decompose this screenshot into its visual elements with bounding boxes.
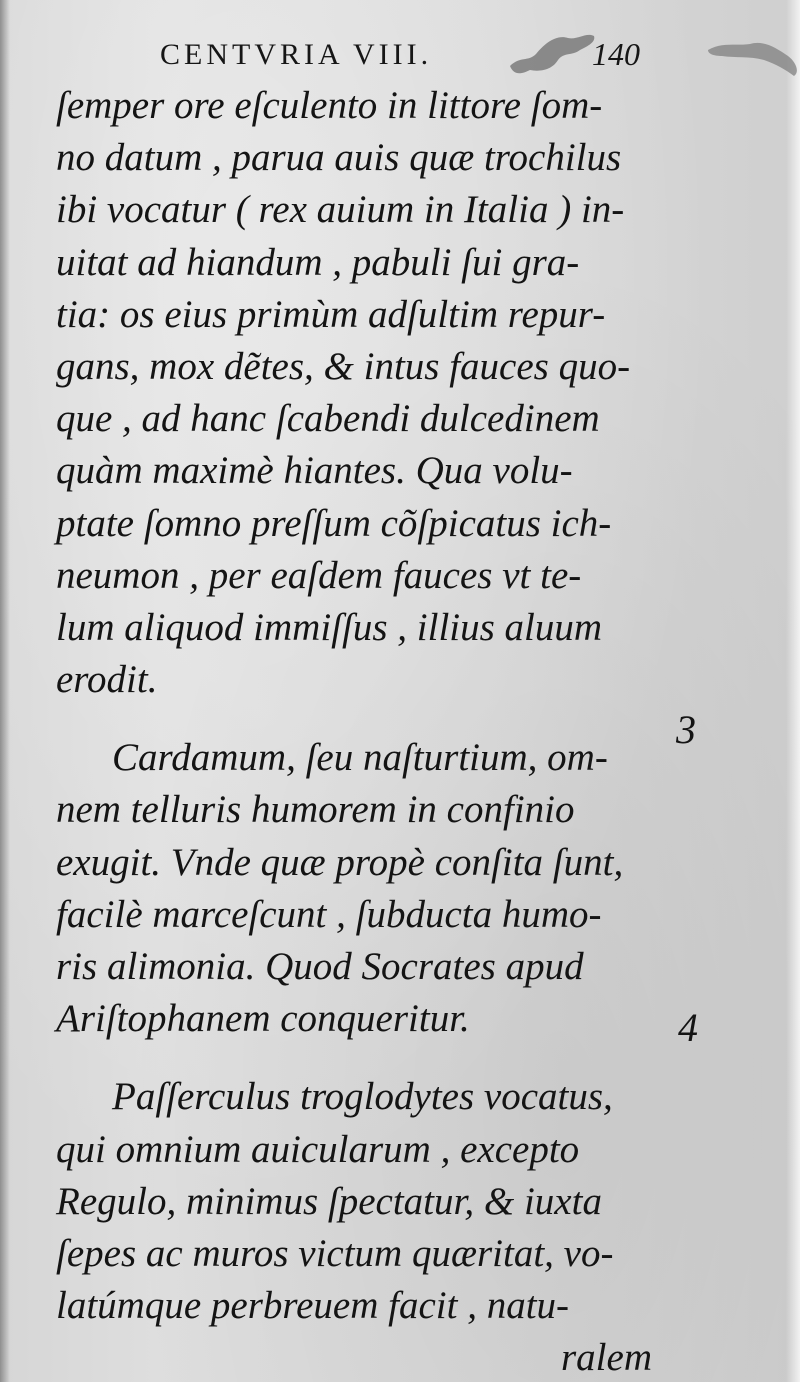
- text-line: ſepes ac muros victum quæritat, vo-: [56, 1231, 614, 1275]
- text-line: ris alimonia. Quod Socrates apud: [56, 945, 584, 988]
- text-line: Regulo, minimus ſpectatur, & iuxta: [56, 1179, 602, 1223]
- text-line: facilè marceſcunt , ſubducta humo-: [56, 892, 602, 936]
- page-gutter-shadow: [0, 0, 10, 1382]
- marginal-number: 4: [678, 1005, 698, 1050]
- paragraph: [56, 80, 666, 706]
- text-line: que , ad hanc ſcabendi dulcedinem: [56, 397, 600, 441]
- paragraph-gap: [56, 706, 666, 732]
- text-line: ibi vocatur ( rex auium in Italia ) in-: [56, 188, 625, 232]
- text-line: qui omnium auicularum , excepto: [56, 1127, 580, 1171]
- ink-stain: [506, 26, 598, 86]
- text-line: neumon , per eaſdem fauces vt te-: [56, 553, 582, 597]
- page-edge: [786, 0, 800, 1382]
- paragraph: [56, 732, 666, 1045]
- ink-stain: [706, 36, 800, 82]
- text-line: Paſſerculus troglodytes vocatus,: [112, 1075, 613, 1119]
- text-line: latúmque perbreuem facit , natu-: [56, 1284, 570, 1328]
- text-line: uitat ad hiandum , pabuli ſui gra-: [56, 240, 580, 284]
- running-head: CENTVRIA VIII.: [160, 38, 433, 71]
- marginal-number: 3: [676, 707, 696, 752]
- paragraph-gap: [56, 1045, 666, 1071]
- text-line: tia: os eius primùm adſultim repur-: [56, 292, 606, 336]
- text-line: quàm maximè hiantes. Qua volu-: [56, 449, 573, 493]
- page-number: 140: [592, 36, 640, 72]
- text-line: lum aliquod immiſſus , illius aluum: [56, 605, 603, 649]
- body-text: [56, 80, 666, 1382]
- catchword: ralem: [561, 1336, 652, 1380]
- text-line: gans, mox dẽtes, & intus fauces quo-: [56, 344, 631, 388]
- text-line: no datum , parua auis quæ trochilus: [56, 136, 622, 180]
- text-line: Ariſtophanem conqueritur.: [56, 997, 470, 1041]
- text-line: Cardamum, ſeu naſturtium, om-: [112, 736, 608, 780]
- text-line: nem telluris humorem in confinio: [56, 788, 575, 832]
- text-line: exugit. Vnde quæ propè conſita ſunt,: [56, 840, 624, 884]
- text-line: ſemper ore eſculento in littore ſom-: [56, 84, 603, 127]
- text-line: ptate ſomno preſſum cõſpicatus ich-: [56, 501, 612, 545]
- paragraph: [56, 1071, 666, 1382]
- text-line: erodit.: [56, 658, 158, 702]
